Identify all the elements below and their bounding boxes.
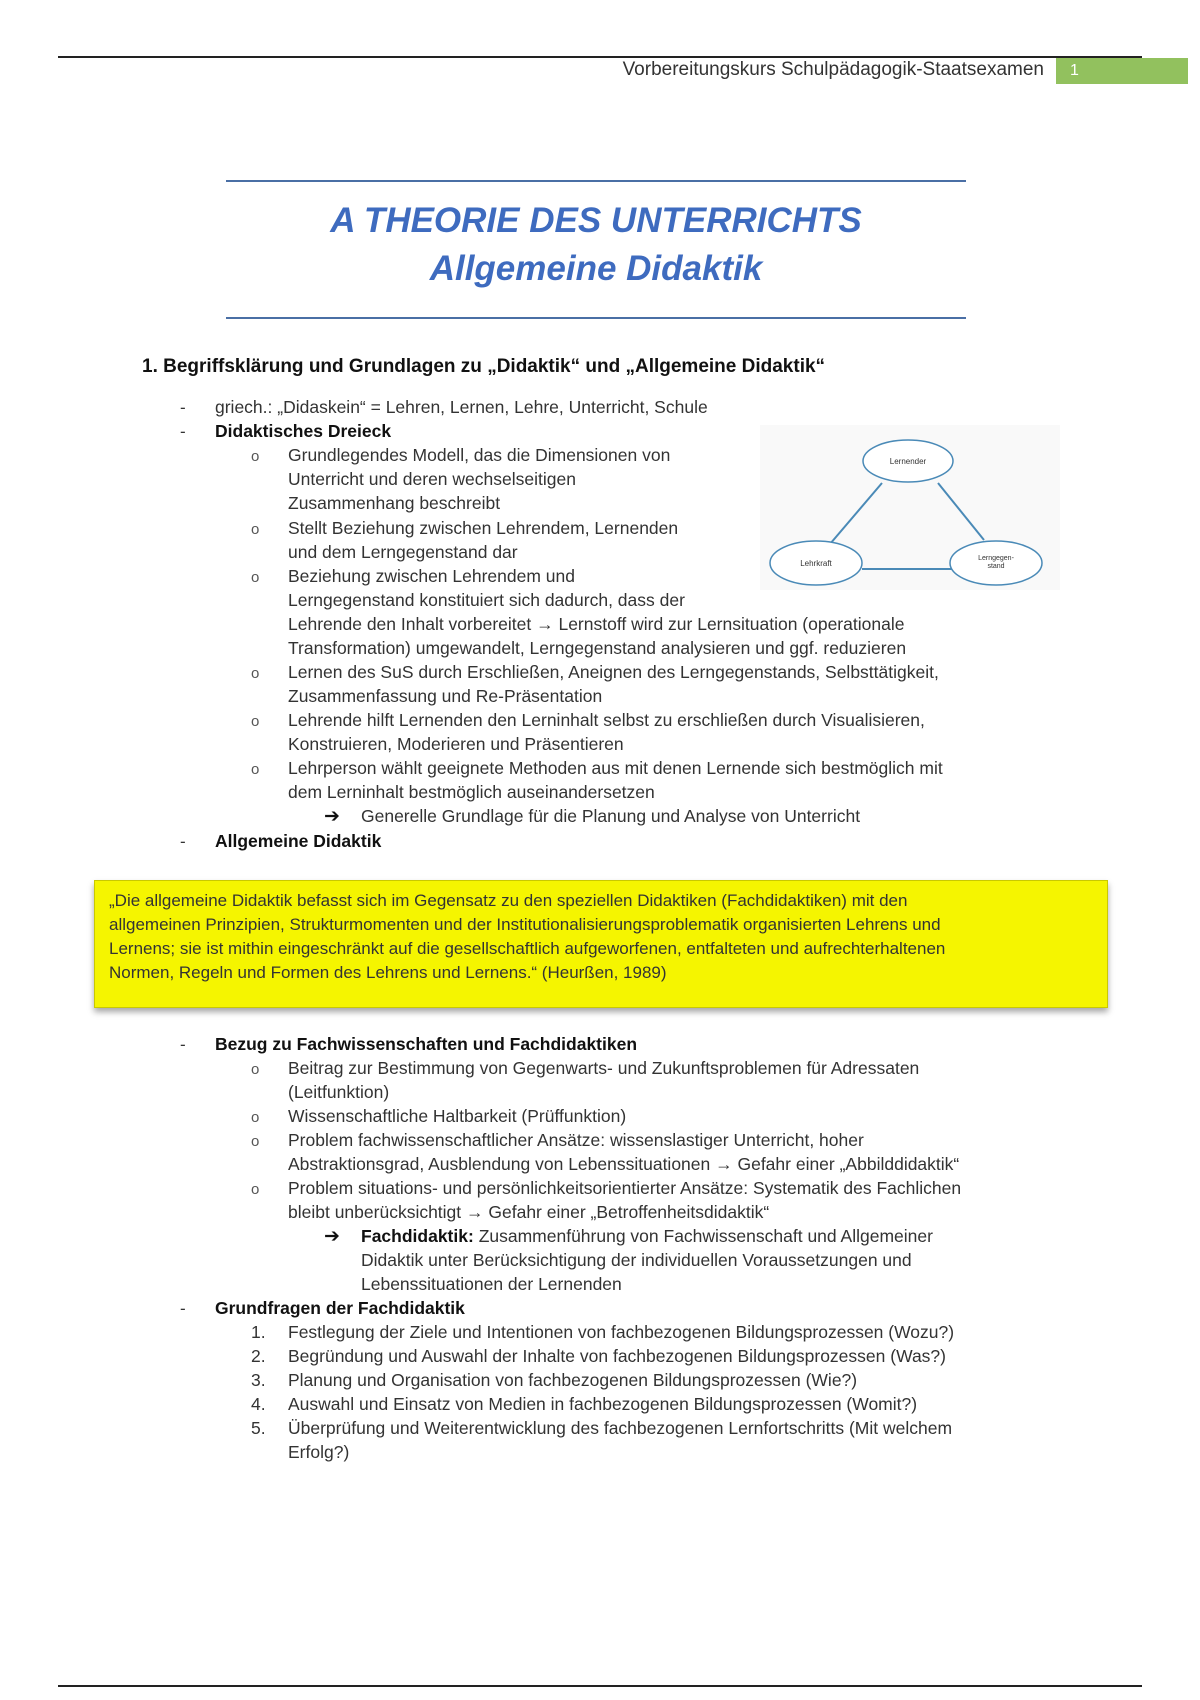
list-item: (Leitfunktion)	[288, 1082, 390, 1102]
list-number: 5.	[251, 1418, 266, 1438]
section-heading: 1. Begriffsklärung und Grundlagen zu „Didaktik“ und „Allgemeine Didaktik“	[142, 356, 826, 377]
bullet-dash: -	[180, 832, 186, 851]
bullet-circle: o	[251, 569, 260, 586]
list-item: Transformation) umgewandelt, Lerngegenstand analysieren und ggf. reduzieren	[288, 638, 907, 658]
definition-quote-box	[94, 880, 1108, 1008]
allgemeine-didaktik-heading: Allgemeine Didaktik	[215, 831, 382, 851]
page-number-badge: 1	[1056, 58, 1188, 84]
quote-line: allgemeinen Prinzipien, Strukturmomenten und der Institutionalisierungsproblematik organisierten Lehrens und	[109, 915, 941, 934]
node-label-lernender: Lernender	[889, 457, 927, 466]
bullet-dash: -	[180, 1035, 186, 1054]
didactic-triangle-diagram	[760, 425, 1060, 590]
list-item: Auswahl und Einsatz von Medien in fachbezogenen Bildungsprozessen (Womit?)	[288, 1394, 918, 1414]
list-item: Stellt Beziehung zwischen Lehrendem, Lernenden	[288, 518, 679, 538]
title-top-rule	[226, 180, 966, 182]
node-label-lehrkraft: Lehrkraft	[800, 559, 832, 568]
list-item: Wissenschaftliche Haltbarkeit (Prüffunktion)	[288, 1106, 627, 1126]
document-title: A THEORIE DES UNTERRICHTS	[330, 201, 862, 240]
bullet-circle: o	[251, 665, 260, 682]
list-item: Abstraktionsgrad, Ausblendung von Lebenssituationen → Gefahr einer „Abbilddidaktik“	[288, 1154, 960, 1174]
list-item: Planung und Organisation von fachbezogenen Bildungsprozessen (Wie?)	[288, 1370, 858, 1390]
list-item: Konstruieren, Moderieren und Präsentieren	[288, 734, 624, 754]
dreieck-conclusion: Generelle Grundlage für die Planung und Analyse von Unterricht	[361, 806, 861, 826]
list-number: 4.	[251, 1394, 266, 1414]
fachdidaktik-label: Fachdidaktik:	[361, 1226, 474, 1246]
list-item: dem Lerninhalt bestmöglich auseinandersetzen	[288, 782, 655, 802]
arrow-right-icon: ➔	[324, 806, 340, 827]
fachdidaktik-text: Didaktik unter Berücksichtigung der individuellen Voraussetzungen und	[361, 1250, 912, 1270]
list-item: Überprüfung und Weiterentwicklung des fachbezogenen Lernfortschritts (Mit welchem	[288, 1418, 953, 1438]
bullet-dash: -	[180, 1299, 186, 1318]
list-item: Festlegung der Ziele und Intentionen von fachbezogenen Bildungsprozessen (Wozu?)	[288, 1322, 955, 1342]
list-item: Begründung und Auswahl der Inhalte von fachbezogenen Bildungsprozessen (Was?)	[288, 1346, 946, 1366]
document-subtitle: Allgemeine Didaktik	[429, 249, 763, 288]
bullet-circle: o	[251, 761, 260, 778]
griech-definition: griech.: „Didaskein“ = Lehren, Lernen, Lehre, Unterricht, Schule	[215, 397, 708, 417]
fachdidaktik-conclusion	[361, 1226, 933, 1247]
bullet-circle: o	[251, 1133, 260, 1150]
header-rule	[58, 56, 1142, 58]
quote-line: Normen, Regeln und Formen des Lehrens und Lernens.“ (Heurßen, 1989)	[109, 963, 667, 982]
list-item: Problem fachwissenschaftlicher Ansätze: wissenslastiger Unterricht, hoher	[288, 1130, 864, 1150]
header-course-title: Vorbereitungskurs Schulpädagogik-Staatsexamen	[622, 59, 1044, 80]
list-number: 3.	[251, 1370, 266, 1390]
fachdidaktik-text: Zusammenführung von Fachwissenschaft und Allgemeiner	[478, 1226, 933, 1246]
arrow-right-icon: ➔	[324, 1226, 340, 1247]
bullet-dash: -	[180, 398, 186, 417]
list-item: Lehrende hilft Lernenden den Lerninhalt selbst zu erschließen durch Visualisieren,	[288, 710, 925, 730]
list-number: 1.	[251, 1322, 266, 1342]
list-item: Unterricht und deren wechselseitigen	[288, 469, 576, 489]
bullet-circle: o	[251, 713, 260, 730]
bezug-heading: Bezug zu Fachwissenschaften und Fachdidaktiken	[215, 1034, 638, 1054]
node-label-lerngegenstand: Lerngegen-stand	[978, 555, 1014, 570]
list-item: Problem situations- und persönlichkeitsorientierter Ansätze: Systematik des Fachlichen	[288, 1178, 962, 1198]
list-item: Beziehung zwischen Lehrendem und	[288, 566, 575, 586]
list-item: Lernen des SuS durch Erschließen, Aneignen des Lerngegenstands, Selbsttätigkeit,	[288, 662, 939, 682]
list-item: Zusammenfassung und Re-Präsentation	[288, 686, 603, 706]
bullet-circle: o	[251, 1061, 260, 1078]
bullet-circle: o	[251, 1109, 260, 1126]
list-item: Lerngegenstand konstituiert sich dadurch, dass der	[288, 590, 685, 610]
list-item: und dem Lerngegenstand dar	[288, 542, 518, 562]
quote-line: „Die allgemeine Didaktik befasst sich im Gegensatz zu den speziellen Didaktiken (Fachdidaktiken) mit den	[109, 891, 908, 910]
bullet-circle: o	[251, 521, 260, 538]
footer-rule	[58, 1685, 1142, 1687]
list-item: Beitrag zur Bestimmung von Gegenwarts- und Zukunftsproblemen für Adressaten	[288, 1058, 920, 1078]
grundfragen-heading: Grundfragen der Fachdidaktik	[215, 1298, 465, 1318]
title-bottom-rule	[226, 317, 966, 319]
bullet-circle: o	[251, 448, 260, 465]
list-item: Zusammenhang beschreibt	[288, 493, 501, 513]
dreieck-heading: Didaktisches Dreieck	[215, 421, 392, 441]
list-item: Lehrperson wählt geeignete Methoden aus mit denen Lernende sich bestmöglich mit	[288, 758, 943, 778]
bullet-circle: o	[251, 1181, 260, 1198]
quote-line: Lernens; sie ist mithin eingeschränkt auf die gesellschaftlich aufgeworfenen, entfalteten und aufrechterhaltenen	[109, 939, 946, 958]
list-item: Lehrende den Inhalt vorbereitet → Lernstoff wird zur Lernsituation (operationale	[288, 614, 905, 634]
list-item: bleibt unberücksichtigt → Gefahr einer „Betroffenheitsdidaktik“	[288, 1202, 770, 1222]
list-item: Grundlegendes Modell, das die Dimensionen von	[288, 445, 671, 465]
fachdidaktik-text: Lebenssituationen der Lernenden	[361, 1274, 622, 1294]
bullet-dash: -	[180, 422, 186, 441]
list-number: 2.	[251, 1346, 266, 1366]
list-item: Erfolg?)	[288, 1442, 350, 1462]
